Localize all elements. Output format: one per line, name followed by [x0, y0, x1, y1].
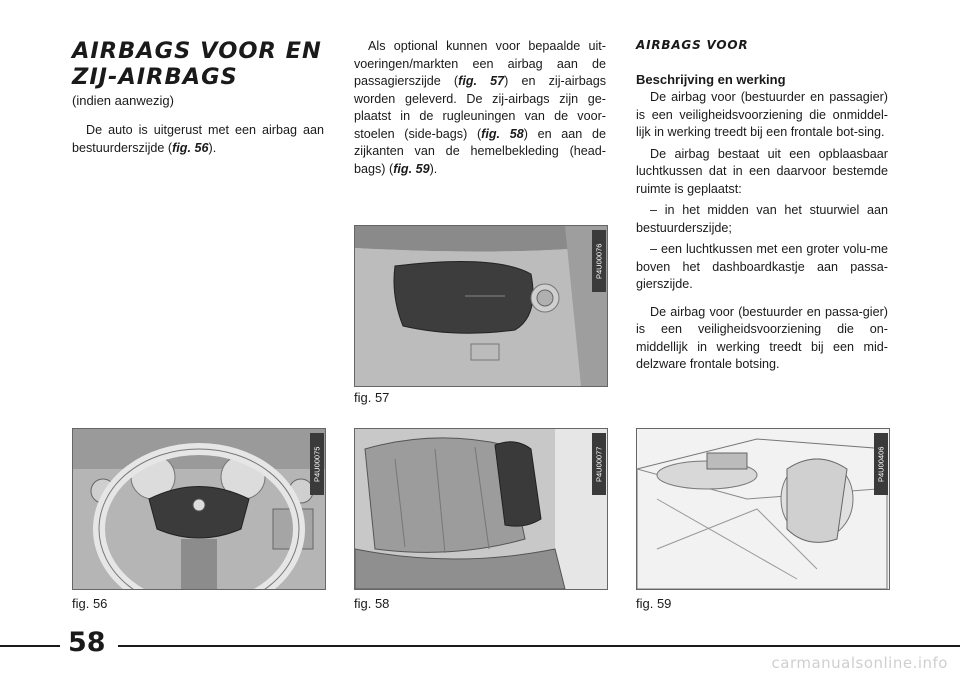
footer-rule-right — [118, 645, 960, 647]
figure-code-56: P4U00075 — [310, 433, 324, 495]
fig-ref-56: fig. 56 — [172, 140, 209, 155]
text-b: ) en zij-airbags worden geleverd. De zij-airbags zijn ge-plaatst in de rugleuningen van de voor-stoelen (side-bags) ( — [354, 74, 606, 141]
figure-57-passenger-airbag — [354, 225, 608, 387]
section-subtitle: (indien aanwezig) — [72, 93, 174, 108]
list-item-driver: – in het midden van het stuurwiel aan bestuurderszijde; — [636, 203, 888, 235]
caption-fig-57: fig. 57 — [354, 390, 390, 405]
paragraph-5: De airbag voor (bestuurder en passa-gier) is een veiligheidsvoorziening die on-middellijk in werking treedt bij een mid-delzware frontale botsing. — [636, 304, 888, 371]
figure-56-steering-wheel — [72, 428, 326, 590]
column-1 — [72, 38, 324, 161]
front-airbags-heading: AIRBAGS VOOR — [636, 38, 749, 52]
optional-airbags-paragraph — [354, 38, 606, 178]
figure-code-59: P4U00406 — [874, 433, 888, 495]
figure-code-58: P4U00077 — [592, 433, 606, 495]
paragraph-1: De airbag voor (bestuurder en passagier) is een veiligheidsvoorziening die onmiddel-lijk in werking treedt bij een frontale bot-sing. — [636, 90, 888, 139]
watermark-text: carmanualsonline.info — [771, 654, 948, 672]
figure-58-side-airbag — [354, 428, 608, 590]
section-title-line2: ZIJ-AIRBAGS — [72, 64, 238, 90]
fig-ref-58: fig. 58 — [481, 126, 524, 141]
fig-ref-57: fig. 57 — [458, 74, 505, 88]
steering-wheel-illustration — [73, 429, 325, 589]
description-heading: Beschrijving en werking — [636, 72, 786, 87]
list-item-passenger: – een luchtkussen met een groter volu-me boven het dashboardkastje aan passa-gierszijde. — [636, 242, 888, 291]
paragraph-2: De airbag bestaat uit een opblaasbaar luchtkussen dat in een daarvoor bestemde ruimte is geplaatst: — [636, 146, 888, 196]
text-c: ) en aan de zijkanten van de hemelbekleding (head-bags) ( — [354, 126, 606, 176]
column-3 — [636, 38, 888, 378]
seat-side-airbag-illustration — [355, 429, 607, 589]
caption-fig-56: fig. 56 — [72, 596, 108, 611]
caption-fig-59: fig. 59 — [636, 596, 672, 611]
passenger-airbag-illustration — [355, 226, 607, 386]
footer-rule-left — [0, 645, 60, 647]
page-number: 58 — [68, 627, 106, 658]
intro-paragraph — [72, 122, 324, 157]
head-airbags-illustration — [637, 429, 889, 589]
fig-ref-59: fig. 59 — [393, 161, 430, 176]
intro-text: De auto is uitgerust met een airbag aan bestuurderszijde ( — [72, 123, 324, 155]
caption-fig-58: fig. 58 — [354, 596, 390, 611]
text-d: ). — [429, 161, 438, 176]
figure-code-57: P4U00076 — [592, 230, 606, 292]
intro-end: ). — [208, 140, 217, 155]
column-2 — [354, 38, 606, 182]
section-title — [72, 38, 324, 90]
text-a: Als optional kunnen voor bepaalde uit-voeringen/markten een airbag aan de passagierszijde ( — [354, 39, 606, 88]
figure-59-head-airbags — [636, 428, 890, 590]
section-title-line1: AIRBAGS VOOR EN — [72, 38, 322, 64]
